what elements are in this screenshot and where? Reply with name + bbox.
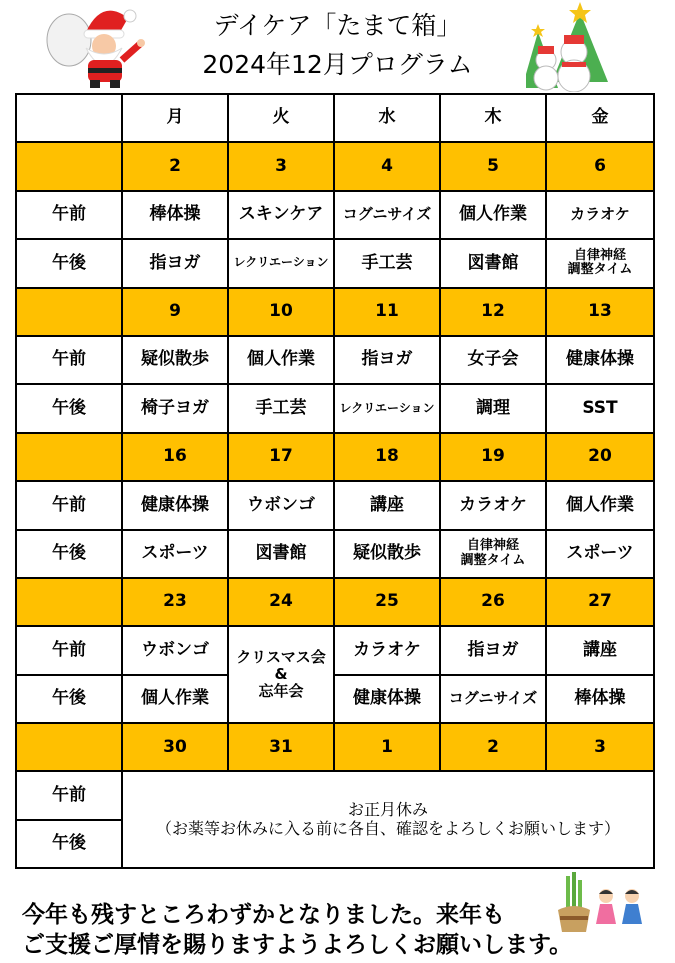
activity-cell: 棒体操	[546, 675, 654, 723]
date-cell: 26	[440, 578, 546, 626]
footer-line1: 今年も残すところわずかとなりました。来年も	[22, 902, 505, 928]
activity-cell: カラオケ	[546, 191, 654, 239]
row-label-pm: 午後	[16, 384, 122, 432]
holiday-note: （お薬等お休みに入る前に各自、確認をよろしくお願いします）	[155, 818, 620, 838]
date-cell: 6	[546, 142, 654, 190]
activity-cell: 指ヨガ	[122, 239, 228, 287]
am-row	[16, 626, 654, 674]
activity-cell: 疑似散歩	[122, 336, 228, 384]
weekday-tue: 火	[228, 94, 334, 142]
activity-cell: 疑似散歩	[334, 530, 440, 578]
activity-cell: 個人作業	[546, 481, 654, 529]
pm-row	[16, 530, 654, 578]
row-label-pm: 午後	[16, 530, 122, 578]
row-label-am: 午前	[16, 626, 122, 674]
row-label-am: 午前	[16, 481, 122, 529]
date-cell: 31	[228, 723, 334, 771]
christmas-party-cell: クリスマス会 & 忘年会	[228, 626, 334, 723]
date-cell: 16	[122, 433, 228, 481]
activity-cell: 自律神経 調整タイム	[440, 530, 546, 578]
new-year-holiday-cell	[122, 771, 654, 868]
footer-line2: ご支援ご厚情を賜りますようよろしくお願いします。	[22, 932, 573, 958]
activity-cell: 図書館	[228, 530, 334, 578]
date-cell: 20	[546, 433, 654, 481]
activity-cell: レクリエーション	[228, 239, 334, 287]
activity-cell: コグニサイズ	[440, 675, 546, 723]
title-line1: デイケア「たまて箱」	[213, 11, 462, 40]
date-cell: 25	[334, 578, 440, 626]
date-cell: 18	[334, 433, 440, 481]
holiday-title: お正月休み	[347, 800, 428, 820]
activity-cell: 椅子ヨガ	[122, 384, 228, 432]
pm-row	[16, 675, 654, 723]
date-row	[16, 578, 654, 626]
activity-cell: コグニサイズ	[334, 191, 440, 239]
weekday-wed: 水	[334, 94, 440, 142]
am-row	[16, 191, 654, 239]
row-label-am: 午前	[16, 771, 122, 819]
weekday-header-row	[16, 94, 654, 142]
activity-cell: スポーツ	[122, 530, 228, 578]
pm-row	[16, 384, 654, 432]
date-cell: 5	[440, 142, 546, 190]
date-cell: 3	[546, 723, 654, 771]
weekday-fri: 金	[546, 94, 654, 142]
title-line2: 2024年12月プログラム	[202, 50, 473, 79]
date-cell: 11	[334, 288, 440, 336]
activity-cell: 健康体操	[122, 481, 228, 529]
activity-cell: 棒体操	[122, 191, 228, 239]
activity-cell: カラオケ	[334, 626, 440, 674]
kadomatsu-illustration	[556, 872, 592, 934]
children-kimono-illustration	[592, 886, 648, 926]
date-cell: 19	[440, 433, 546, 481]
row-label-pm: 午後	[16, 820, 122, 868]
date-cell: 12	[440, 288, 546, 336]
row-label-am: 午前	[16, 336, 122, 384]
activity-cell: ウボンゴ	[228, 481, 334, 529]
date-cell: 10	[228, 288, 334, 336]
snowman-tree-illustration	[526, 2, 614, 92]
row-label-pm: 午後	[16, 675, 122, 723]
date-cell: 23	[122, 578, 228, 626]
date-cell: 4	[334, 142, 440, 190]
am-row	[16, 771, 654, 819]
activity-cell: スキンケア	[228, 191, 334, 239]
date-cell: 2	[440, 723, 546, 771]
activity-cell: 講座	[334, 481, 440, 529]
activity-cell: 手工芸	[228, 384, 334, 432]
date-cell: 24	[228, 578, 334, 626]
activity-cell: 調理	[440, 384, 546, 432]
activity-cell: 講座	[546, 626, 654, 674]
date-cell: 17	[228, 433, 334, 481]
am-row	[16, 336, 654, 384]
date-cell: 30	[122, 723, 228, 771]
date-cell: 1	[334, 723, 440, 771]
activity-cell: 図書館	[440, 239, 546, 287]
date-cell: 13	[546, 288, 654, 336]
activity-cell: 手工芸	[334, 239, 440, 287]
activity-cell: ウボンゴ	[122, 626, 228, 674]
date-cell: 9	[122, 288, 228, 336]
date-cell: 27	[546, 578, 654, 626]
activity-cell: 女子会	[440, 336, 546, 384]
header	[0, 0, 675, 92]
activity-cell: 指ヨガ	[334, 336, 440, 384]
schedule-table	[15, 93, 655, 869]
date-cell: 2	[122, 142, 228, 190]
activity-cell: 個人作業	[228, 336, 334, 384]
row-label-am: 午前	[16, 191, 122, 239]
date-cell: 3	[228, 142, 334, 190]
activity-cell: 個人作業	[440, 191, 546, 239]
date-row	[16, 723, 654, 771]
weekday-thu: 木	[440, 94, 546, 142]
activity-cell: レクリエーション	[334, 384, 440, 432]
date-row	[16, 433, 654, 481]
activity-cell: 個人作業	[122, 675, 228, 723]
footer-message	[22, 900, 572, 960]
date-row	[16, 288, 654, 336]
activity-cell: 自律神経 調整タイム	[546, 239, 654, 287]
activity-cell: 健康体操	[334, 675, 440, 723]
pm-row	[16, 239, 654, 287]
activity-cell: 指ヨガ	[440, 626, 546, 674]
activity-cell: 健康体操	[546, 336, 654, 384]
date-row	[16, 142, 654, 190]
activity-cell: SST	[546, 384, 654, 432]
activity-cell: スポーツ	[546, 530, 654, 578]
corner-cell	[16, 94, 122, 142]
row-label-pm: 午後	[16, 239, 122, 287]
weekday-mon: 月	[122, 94, 228, 142]
am-row	[16, 481, 654, 529]
activity-cell: カラオケ	[440, 481, 546, 529]
